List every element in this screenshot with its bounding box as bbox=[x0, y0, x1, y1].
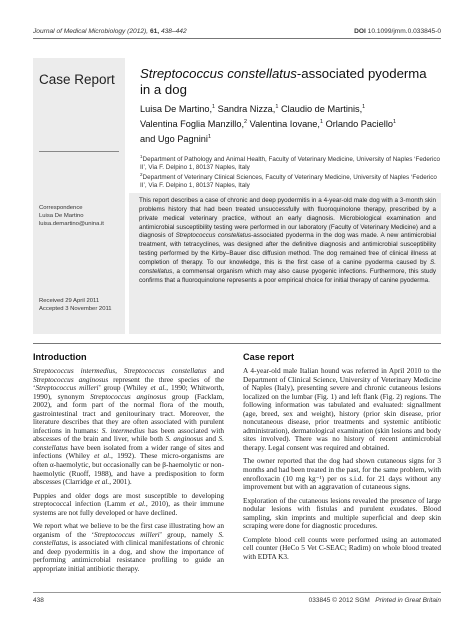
journal-volume: 61, bbox=[149, 28, 160, 35]
title-rest: -associated pyoderma in a dog bbox=[140, 66, 427, 97]
abstract-divider bbox=[33, 343, 441, 344]
affiliation-1: $^1$Department of Pathology and Animal Health, Faculty of Veterinary Medicine, University of Naples ‘Federico II’, Via F. Delpino 1, 80137 Naples, Italy bbox=[140, 154, 441, 172]
author: and Ugo Pagnini$^1$ bbox=[140, 134, 211, 145]
case-paragraph: The owner reported that the dog had shown cutaneous signs for 3 months and had been treated in the past, for the same problem, with enrofloxacin (10 mg kg⁻¹) per os s.i.d. for 21 days without any improvement but with an aggravation of cutaneous signs. bbox=[243, 456, 441, 492]
printed-in: Printed in Great Britain bbox=[375, 597, 441, 604]
correspondence-name: Luisa De Martino bbox=[39, 213, 84, 219]
accepted-date: Accepted 3 November 2011 bbox=[39, 306, 112, 312]
abstract: This report describes a case of chronic and deep pyodermitis in a 4-year-old male dog with a 3-month skin problems history that had been treated unsuccessfully with fluoroquinolone therapy, prescribed by a private medical veterinary practice, without an early diagnosis. Microbiological examination and antimicrobial susceptibility testing were performed in our laboratory (Faculty of Veterinary Medicine) and a diagnosis of Streptococcus constellatus-associated pyoderma in the dog was made. A new antimicrobial treatment, with tetracyclines, was designed after the definitive diagnosis and antimicrobial susceptibility testing performed by the Kirby–Bauer disc diffusion method. The dog remained free of clinical illness at completion of therapy. To our knowledge, this is the first case of a canine pyoderma caused by S. constellatus, a commensal organism which may also cause pyogenic infections. Furthermore, this study confirms that a fluoroquinolone represents a poor empirical choice for initial therapy of canine pyoderma. bbox=[139, 197, 436, 284]
header-divider bbox=[33, 38, 441, 39]
case-report-heading: Case report bbox=[243, 352, 295, 362]
received-date: Received 29 April 2011 bbox=[39, 298, 100, 304]
correspondence-label: Correspondence bbox=[39, 205, 83, 211]
footer-divider bbox=[33, 592, 441, 593]
journal-name: Journal of Medical Microbiology (2012), bbox=[33, 28, 149, 35]
author: Valentina Foglia Manzillo,$^2$ bbox=[140, 119, 248, 130]
case-report-section bbox=[243, 352, 441, 566]
doi[interactable]: DOI 10.1099/jmm.0.033845-0 bbox=[354, 28, 441, 35]
doi-text: 10.1099/jmm.0.033845-0 bbox=[367, 28, 441, 35]
journal-pages: 438–442 bbox=[160, 28, 187, 35]
intro-paragraph: Puppies and older dogs are most susceptible to developing streptococcal infection (Lamm et al., 2010), as their immune systems are not fully developed or have declined. bbox=[33, 490, 225, 517]
author: Claudio de Martinis,$^1$ bbox=[278, 104, 366, 115]
article-type: Case Report bbox=[39, 72, 115, 87]
author: Sandra Nizza,$^1$ bbox=[215, 104, 279, 115]
introduction-section bbox=[33, 352, 224, 579]
author: Luisa De Martino,$^1$ bbox=[140, 104, 216, 115]
case-paragraph: Complete blood cell counts were performed using an automated cell counter (HeCo 5 Vet C-SEAC; Radim) on whole blood treated with EDTA K3. bbox=[243, 534, 441, 561]
article-title bbox=[140, 66, 440, 98]
case-paragraph: Exploration of the cutaneous lesions revealed the presence of large nodular lesions with fistulas and purulent exudates. Blood sampling, skin imprints and multiple superficial and deep skin scraping were done for diagnostic procedures. bbox=[243, 495, 441, 531]
correspondence-email[interactable]: luisa.demartino@unina.it bbox=[39, 221, 104, 227]
page-number: 438 bbox=[33, 597, 44, 604]
intro-paragraph: We report what we believe to be the first case illustrating how an organism of the ‘Streptococcus milleri’ group, namely S. constellatus, is associated with clinical manifestations of chronic and deep pyodermitis in a dog, and show the importance of performing antimicrobial resistance profiling to guide an appropriate initial antibiotic therapy. bbox=[33, 521, 224, 574]
introduction-heading: Introduction bbox=[33, 352, 87, 362]
copyright: 033845 © 2012 SGM bbox=[308, 597, 370, 604]
article-sidebar bbox=[33, 58, 125, 334]
affiliation-2: $^2$Department of Veterinary Clinical Sciences, Faculty of Veterinary Medicine, University of Naples ‘Federico II’, Via F. Delpino 1, 80137 Naples, Italy bbox=[140, 172, 437, 190]
sidebar-divider bbox=[39, 151, 119, 152]
author: Orlando Paciello$^1$ bbox=[323, 119, 397, 130]
author: Valentina Iovane,$^1$ bbox=[247, 119, 324, 130]
journal-citation bbox=[33, 28, 187, 35]
intro-paragraph: Streptococcus intermedius, Streptococcus constellatus and Streptococcus anginosus represent the three species of the ‘Streptococcus milleri’ group (Whiley et al., 1990; Whitworth, 1990), synonym Streptococcus anginosus group (Facklam, 2002), and form part of the normal flora of the mouth, gastrointestinal tract and genitourinary tract. Moreover, the literature describes that they are often associated with purulent infections in humans: S. intermedius has been associated with abscesses of the brain and liver, while both S. anginosus and S. constellatus have been isolated from a wider range of sites and infections (Whiley et al., 1992). These micro-organisms are often α-haemolytic, but occasionally can be β-haemolytic or non-haemolytic (Ruoff, 1988), and have a predisposition to form abscesses (Clarridge et al., 2001). bbox=[33, 366, 225, 487]
case-paragraph: A 4-year-old male Italian hound was referred in April 2010 to the Department of Clinical Science, University of Veterinary Medicine of Naples (Italy), presenting severe and chronic cutaneous lesions localized on the lumbar (Fig. 1) and left flank (Fig. 2) regions. The following information was tabulated and evaluated: signallment (age, breed, sex and weight), history (prior skin disease, prior noncutaneous disease, prior treatments and systemic antibiotic administration), dermatological examination (skin lesions and body sites involved). There was no history of recent antimicrobial therapy. Legal consent was required and obtained. bbox=[243, 366, 441, 452]
footer-info bbox=[309, 597, 441, 604]
title-organism: Streptococcus constellatus bbox=[140, 66, 297, 81]
author-list bbox=[140, 101, 440, 146]
